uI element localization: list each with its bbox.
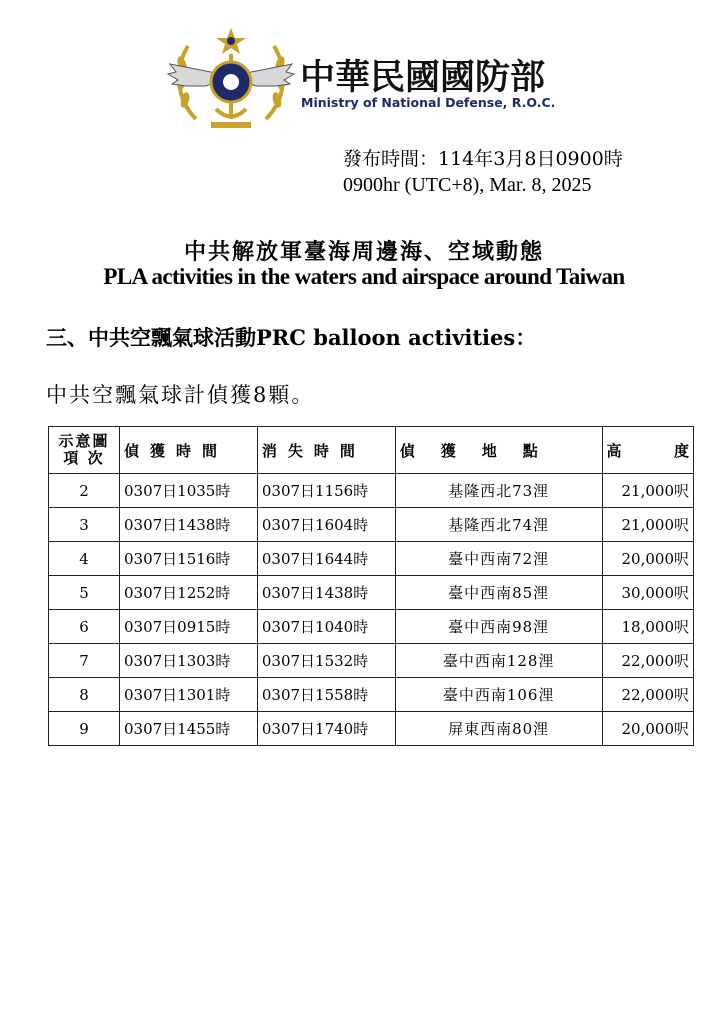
cell-item-no: 6 (49, 610, 120, 644)
cell-item-no: 2 (49, 474, 120, 508)
cell-detected-time: 0307日1516時 (120, 542, 258, 576)
cell-disappeared-time: 0307日1438時 (257, 576, 395, 610)
header-item-no-line1: 示意圖 (58, 432, 110, 450)
release-time-zh: 發布時間：114年3月8日0900時 (343, 148, 623, 170)
table-row (49, 644, 694, 678)
cell-item-no: 9 (49, 712, 120, 746)
table-row (49, 542, 694, 576)
cell-disappeared-time: 0307日1040時 (257, 610, 395, 644)
cell-location: 臺中西南72浬 (395, 542, 602, 576)
document-title-en: PLA activities in the waters and airspace around Taiwan (103, 264, 625, 289)
header-item-no-line2: 項 次 (63, 449, 105, 467)
cell-location: 臺中西南85浬 (395, 576, 602, 610)
cell-location: 屏東西南80浬 (395, 712, 602, 746)
cell-altitude: 18,000呎 (602, 610, 693, 644)
cell-item-no: 8 (49, 678, 120, 712)
section-heading: 三、中共空飄氣球活動PRC balloon activities： (46, 325, 537, 350)
cell-altitude: 30,000呎 (602, 576, 693, 610)
cell-location: 臺中西南128浬 (395, 644, 602, 678)
cell-altitude: 20,000呎 (602, 542, 693, 576)
table-row (49, 678, 694, 712)
cell-item-no: 7 (49, 644, 120, 678)
header-altitude-b: 度 (673, 441, 689, 460)
cell-altitude: 22,000呎 (602, 644, 693, 678)
table-header-row (49, 427, 694, 474)
release-time-en: 0900hr (UTC+8), Mar. 8, 2025 (343, 174, 592, 196)
table-row (49, 712, 694, 746)
org-name-en: Ministry of National Defense, R.O.C. (301, 95, 556, 110)
cell-item-no: 4 (49, 542, 120, 576)
cell-detected-time: 0307日1455時 (120, 712, 258, 746)
cell-detected-time: 0307日1303時 (120, 644, 258, 678)
table-row (49, 576, 694, 610)
document-title-zh: 中共解放軍臺海周邊海、空域動態 (183, 239, 544, 265)
header-location: 偵獲地點 (395, 427, 602, 474)
mnd-emblem-icon (166, 24, 296, 134)
cell-location: 基隆西北74浬 (395, 508, 602, 542)
cell-item-no: 3 (49, 508, 120, 542)
table-row (49, 610, 694, 644)
cell-altitude: 22,000呎 (602, 678, 693, 712)
cell-disappeared-time: 0307日1156時 (257, 474, 395, 508)
cell-disappeared-time: 0307日1558時 (257, 678, 395, 712)
cell-item-no: 5 (49, 576, 120, 610)
cell-altitude: 21,000呎 (602, 508, 693, 542)
header-disappeared-time: 消失時間 (257, 427, 395, 474)
cell-disappeared-time: 0307日1604時 (257, 508, 395, 542)
cell-location: 臺中西南98浬 (395, 610, 602, 644)
cell-detected-time: 0307日1252時 (120, 576, 258, 610)
table-row (49, 474, 694, 508)
cell-disappeared-time: 0307日1644時 (257, 542, 395, 576)
header-item-no (49, 427, 120, 474)
cell-detected-time: 0307日1438時 (120, 508, 258, 542)
header-detected-time: 偵獲時間 (120, 427, 258, 474)
cell-detected-time: 0307日1301時 (120, 678, 258, 712)
balloon-table (48, 426, 694, 746)
cell-altitude: 21,000呎 (602, 474, 693, 508)
summary-text: 中共空飄氣球計偵獲8顆。 (46, 383, 315, 407)
header-altitude-a: 高 (606, 441, 622, 460)
cell-location: 基隆西北73浬 (395, 474, 602, 508)
org-name-zh: 中華民國國防部 (300, 58, 546, 98)
cell-location: 臺中西南106浬 (395, 678, 602, 712)
table-row (49, 508, 694, 542)
cell-altitude: 20,000呎 (602, 712, 693, 746)
cell-disappeared-time: 0307日1740時 (257, 712, 395, 746)
cell-detected-time: 0307日0915時 (120, 610, 258, 644)
cell-detected-time: 0307日1035時 (120, 474, 258, 508)
cell-disappeared-time: 0307日1532時 (257, 644, 395, 678)
header-altitude (602, 427, 693, 474)
